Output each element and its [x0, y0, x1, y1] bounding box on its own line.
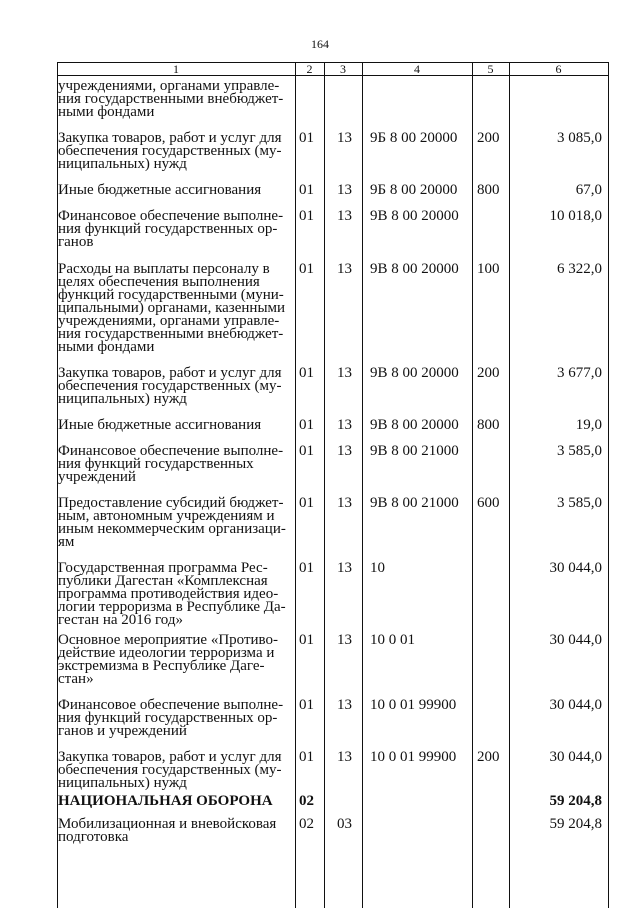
row-subsection: 13 — [337, 261, 352, 277]
row-name: НАЦИОНАЛЬНАЯ ОБОРОНА — [58, 793, 273, 809]
row-amount: 30 044,0 — [549, 749, 602, 765]
row-expense-type: 800 — [477, 182, 500, 198]
header-col-6: 6 — [555, 62, 562, 76]
row-section: 02 — [299, 816, 314, 832]
row-amount: 3 085,0 — [557, 130, 602, 146]
row-subsection: 13 — [337, 130, 352, 146]
row-subsection: 13 — [337, 182, 352, 198]
row-name: Предоставление субсидий бюджет- ным, автономным учреждениям и иным некоммерческим организаци- ям — [58, 495, 286, 550]
row-subsection: 13 — [337, 443, 352, 459]
row-subsection: 13 — [337, 697, 352, 713]
row-amount: 30 044,0 — [549, 697, 602, 713]
row-name: Закупка товаров, работ и услуг для обеспечения государственных (му- ниципальных) нужд — [58, 365, 282, 407]
row-target-code: 9В 8 00 20000 — [370, 417, 459, 433]
row-name: Финансовое обеспечение выполне- ния функций государственных ор- ганов — [58, 208, 284, 250]
row-section: 01 — [299, 697, 314, 713]
row-subsection: 13 — [337, 560, 352, 576]
row-name: Мобилизационная и вневойсковая подготовка — [58, 816, 277, 845]
header-bottom-border — [57, 75, 609, 76]
row-name: Иные бюджетные ассигнования — [58, 417, 262, 433]
row-amount: 59 204,8 — [549, 816, 602, 832]
row-expense-type: 200 — [477, 130, 500, 146]
row-amount: 30 044,0 — [549, 560, 602, 576]
row-subsection: 13 — [337, 495, 352, 511]
row-section: 01 — [299, 261, 314, 277]
row-target-code: 9В 8 00 20000 — [370, 365, 459, 381]
row-name: Закупка товаров, работ и услуг для обеспечения государственных (му- ниципальных) нужд — [58, 749, 282, 791]
row-amount: 19,0 — [575, 417, 602, 433]
row-name: учреждениями, органами управле- ния государственными внебюджет- ными фондами — [58, 78, 284, 120]
row-subsection: 13 — [337, 417, 352, 433]
row-expense-type: 100 — [477, 261, 500, 277]
row-subsection: 13 — [337, 632, 352, 648]
row-name: Государственная программа Рес- публики Дагестан «Комплексная программа противодействия идео- логии терроризма в Республике Да- гестан на 2016 год» — [58, 560, 286, 628]
row-section: 01 — [299, 560, 314, 576]
row-name: Расходы на выплаты персоналу в целях обеспечения выполнения функций государственными (муни- ципальными) органами, казенными учреждениями, органами управле- ния государственными внебюджет- ными фондами — [58, 261, 286, 355]
header-col-1: 1 — [173, 62, 179, 76]
row-name: Иные бюджетные ассигнования — [58, 182, 262, 198]
row-amount: 30 044,0 — [549, 632, 602, 648]
row-section: 01 — [299, 632, 314, 648]
row-amount: 6 322,0 — [557, 261, 602, 277]
row-target-code: 9В 8 00 21000 — [370, 495, 459, 511]
row-section: 01 — [299, 749, 314, 765]
row-name: Основное мероприятие «Противо- действие идеологии терроризма и экстремизма в Республике Даге- стан» — [58, 632, 279, 687]
row-name: Финансовое обеспечение выполне- ния функций государственных учреждений — [58, 443, 284, 485]
row-section: 01 — [299, 130, 314, 146]
row-target-code: 9Б 8 00 20000 — [370, 182, 458, 198]
row-subsection: 13 — [337, 749, 352, 765]
row-amount: 3 677,0 — [557, 365, 602, 381]
row-subsection: 13 — [337, 365, 352, 381]
budget-table — [57, 62, 609, 908]
row-target-code: 10 0 01 99900 — [370, 749, 457, 765]
row-target-code: 10 — [370, 560, 385, 576]
row-section: 01 — [299, 417, 314, 433]
row-target-code: 9В 8 00 21000 — [370, 443, 459, 459]
row-expense-type: 600 — [477, 495, 500, 511]
column-divider — [295, 62, 296, 908]
row-target-code: 9В 8 00 20000 — [370, 261, 459, 277]
row-subsection: 03 — [337, 816, 352, 832]
header-col-5: 5 — [487, 62, 494, 76]
row-name: Финансовое обеспечение выполне- ния функций государственных ор- ганов и учреждений — [58, 697, 284, 739]
page-number: 164 — [311, 37, 329, 51]
row-target-code: 9Б 8 00 20000 — [370, 130, 458, 146]
row-name: Закупка товаров, работ и услуг для обеспечения государственных (му- ниципальных) нужд — [58, 130, 282, 172]
row-target-code: 9В 8 00 20000 — [370, 208, 459, 224]
row-section: 01 — [299, 443, 314, 459]
row-expense-type: 200 — [477, 365, 500, 381]
row-target-code: 10 0 01 — [370, 632, 415, 648]
row-section: 02 — [299, 793, 314, 809]
header-col-3: 3 — [340, 62, 346, 76]
row-expense-type: 200 — [477, 749, 500, 765]
row-section: 01 — [299, 365, 314, 381]
row-expense-type: 800 — [477, 417, 500, 433]
row-amount: 59 204,8 — [549, 793, 602, 809]
row-target-code: 10 0 01 99900 — [370, 697, 457, 713]
header-col-2: 2 — [306, 62, 313, 76]
column-divider — [608, 62, 609, 908]
row-subsection: 13 — [337, 208, 352, 224]
row-amount: 3 585,0 — [557, 495, 602, 511]
row-section: 01 — [299, 495, 314, 511]
row-amount: 3 585,0 — [557, 443, 602, 459]
column-divider — [472, 62, 473, 908]
header-col-4: 4 — [414, 62, 420, 76]
row-amount: 67,0 — [575, 182, 602, 198]
row-section: 01 — [299, 182, 314, 198]
row-amount: 10 018,0 — [549, 208, 602, 224]
row-section: 01 — [299, 208, 314, 224]
